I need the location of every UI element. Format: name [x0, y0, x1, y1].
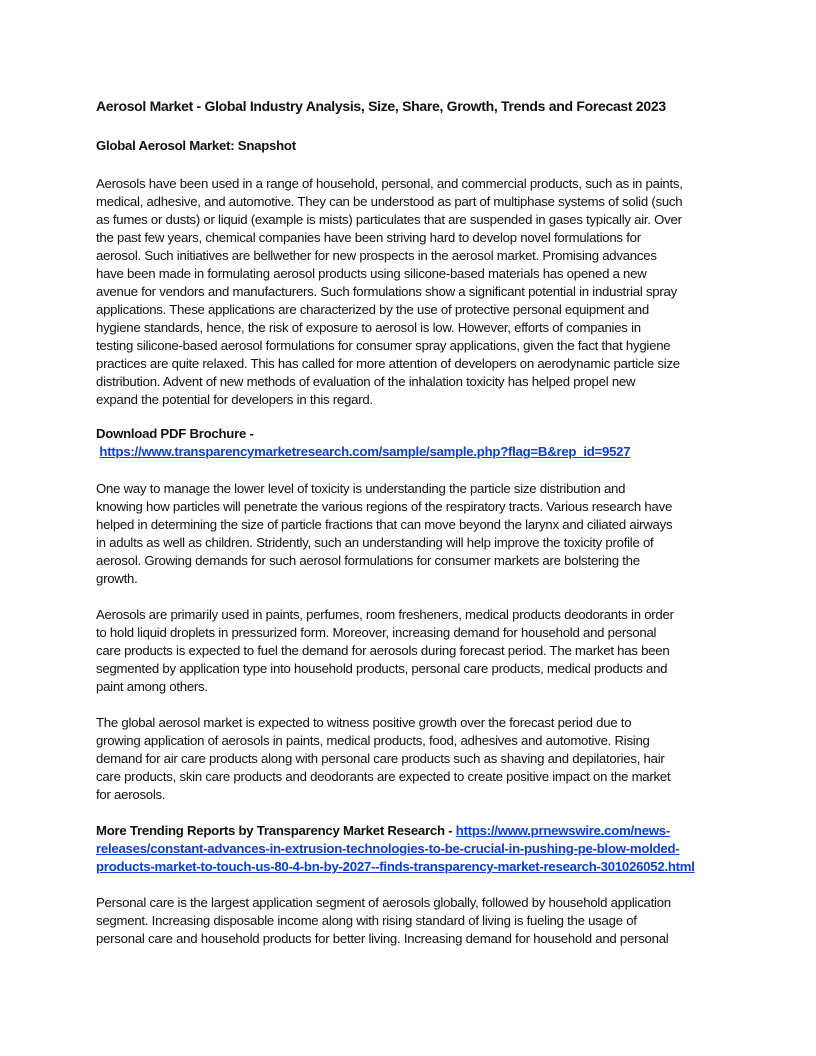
text-line: applications. These applications are characterized by the use of protective personal equipment and [96, 302, 649, 317]
text-line: aerosol. Growing demands for such aerosol formulations for consumer markets are bolstering the [96, 553, 640, 568]
text-line: avenue for vendors and manufacturers. Such formulations show a significant potential in industrial spray [96, 284, 677, 299]
download-brochure-link[interactable]: https://www.transparencymarketresearch.com/sample/sample.php?flag=B&rep_id=9527 [99, 444, 631, 459]
text-line: expand the potential for developers in this regard. [96, 392, 373, 407]
text-line: helped in determining the size of particle fractions that can move beyond the larynx and ciliated airways [96, 517, 673, 532]
text-line: Aerosols have been used in a range of household, personal, and commercial products, such as in paints, [96, 176, 683, 191]
text-line: segmented by application type into household products, personal care products, medical products and [96, 661, 668, 676]
text-line: knowing how particles will penetrate the various regions of the respiratory tracts. Various research have [96, 499, 673, 514]
text-line: paint among others. [96, 679, 208, 694]
snapshot-heading: Global Aerosol Market: Snapshot [96, 138, 296, 153]
text-line: to hold liquid droplets in pressurized form. Moreover, increasing demand for household and personal [96, 625, 657, 640]
text-line: growth. [96, 571, 138, 586]
text-line: The global aerosol market is expected to witness positive growth over the forecast period due to [96, 715, 632, 730]
text-line: for aerosols. [96, 787, 166, 802]
text-line: care products, skin care products and deodorants are expected to create positive impact on the market [96, 769, 671, 784]
text-line: Aerosols are primarily used in paints, perfumes, room fresheners, medical products deodorants in order [96, 607, 674, 622]
text-line: aerosol. Such initiatives are bellwether for new prospects in the aerosol market. Promising advances [96, 248, 657, 263]
text-line: hygiene standards, hence, the risk of exposure to aerosol is low. However, efforts of companies in [96, 320, 641, 335]
page-title: Aerosol Market - Global Industry Analysis, Size, Share, Growth, Trends and Forecast 2023 [96, 98, 666, 114]
text-line: practices are quite relaxed. This has called for more attention of developers on aerodynamic particle size [96, 356, 680, 371]
text-line: segment. Increasing disposable income along with rising standard of living is fueling the usage of [96, 913, 637, 928]
trending-link-part-2[interactable]: releases/constant-advances-in-extrusion-technologies-to-be-crucial-in-pushing-pe-blow-molded- [96, 841, 680, 856]
text-line: medical, adhesive, and automotive. They can be understood as part of multiphase systems of solid (such [96, 194, 683, 209]
text-line: care products is expected to fuel the demand for aerosols during forecast period. The market has been [96, 643, 670, 658]
text-line: distribution. Advent of new methods of evaluation of the inhalation toxicity has helped propel new [96, 374, 636, 389]
text-line: demand for air care products along with personal care products such as shaving and depilatories, hair [96, 751, 665, 766]
text-line: as fumes or dusts) or liquid (example is mists) particulates that are suspended in gases typically air. Over [96, 212, 682, 227]
trending-link-part-3[interactable]: products-market-to-touch-us-80-4-bn-by-2027--finds-transparency-market-research-301026052.html [96, 859, 695, 874]
text-line: have been made in formulating aerosol products using silicone-based materials has opened a new [96, 266, 647, 281]
text-line: Personal care is the largest application segment of aerosols globally, followed by household application [96, 895, 671, 910]
text-line: in adults as well as children. Stridently, such an understanding will help improve the toxicity profile of [96, 535, 654, 550]
paragraph-toxicity [96, 480, 672, 588]
text-line: the past few years, chemical companies have been striving hard to develop novel formulations for [96, 230, 641, 245]
paragraph-uses [96, 606, 674, 696]
text-line: growing application of aerosols in paints, medical products, food, adhesives and automotive. Rising [96, 733, 650, 748]
paragraph-personal-care [96, 894, 671, 948]
download-section [96, 425, 630, 461]
paragraph-growth [96, 714, 670, 804]
text-line: testing silicone-based aerosol formulations for consumer spray applications, given the fact that hygiene [96, 338, 671, 353]
trending-link-part-1[interactable]: https://www.prnewswire.com/news- [455, 823, 671, 838]
trending-label: More Trending Reports by Transparency Market Research - [96, 823, 456, 838]
text-line: personal care and household products for better living. Increasing demand for household and personal [96, 931, 669, 946]
download-label: Download PDF Brochure - [96, 426, 254, 441]
trending-section [96, 822, 695, 876]
text-line: One way to manage the lower level of toxicity is understanding the particle size distribution and [96, 481, 626, 496]
paragraph-snapshot [96, 175, 683, 409]
